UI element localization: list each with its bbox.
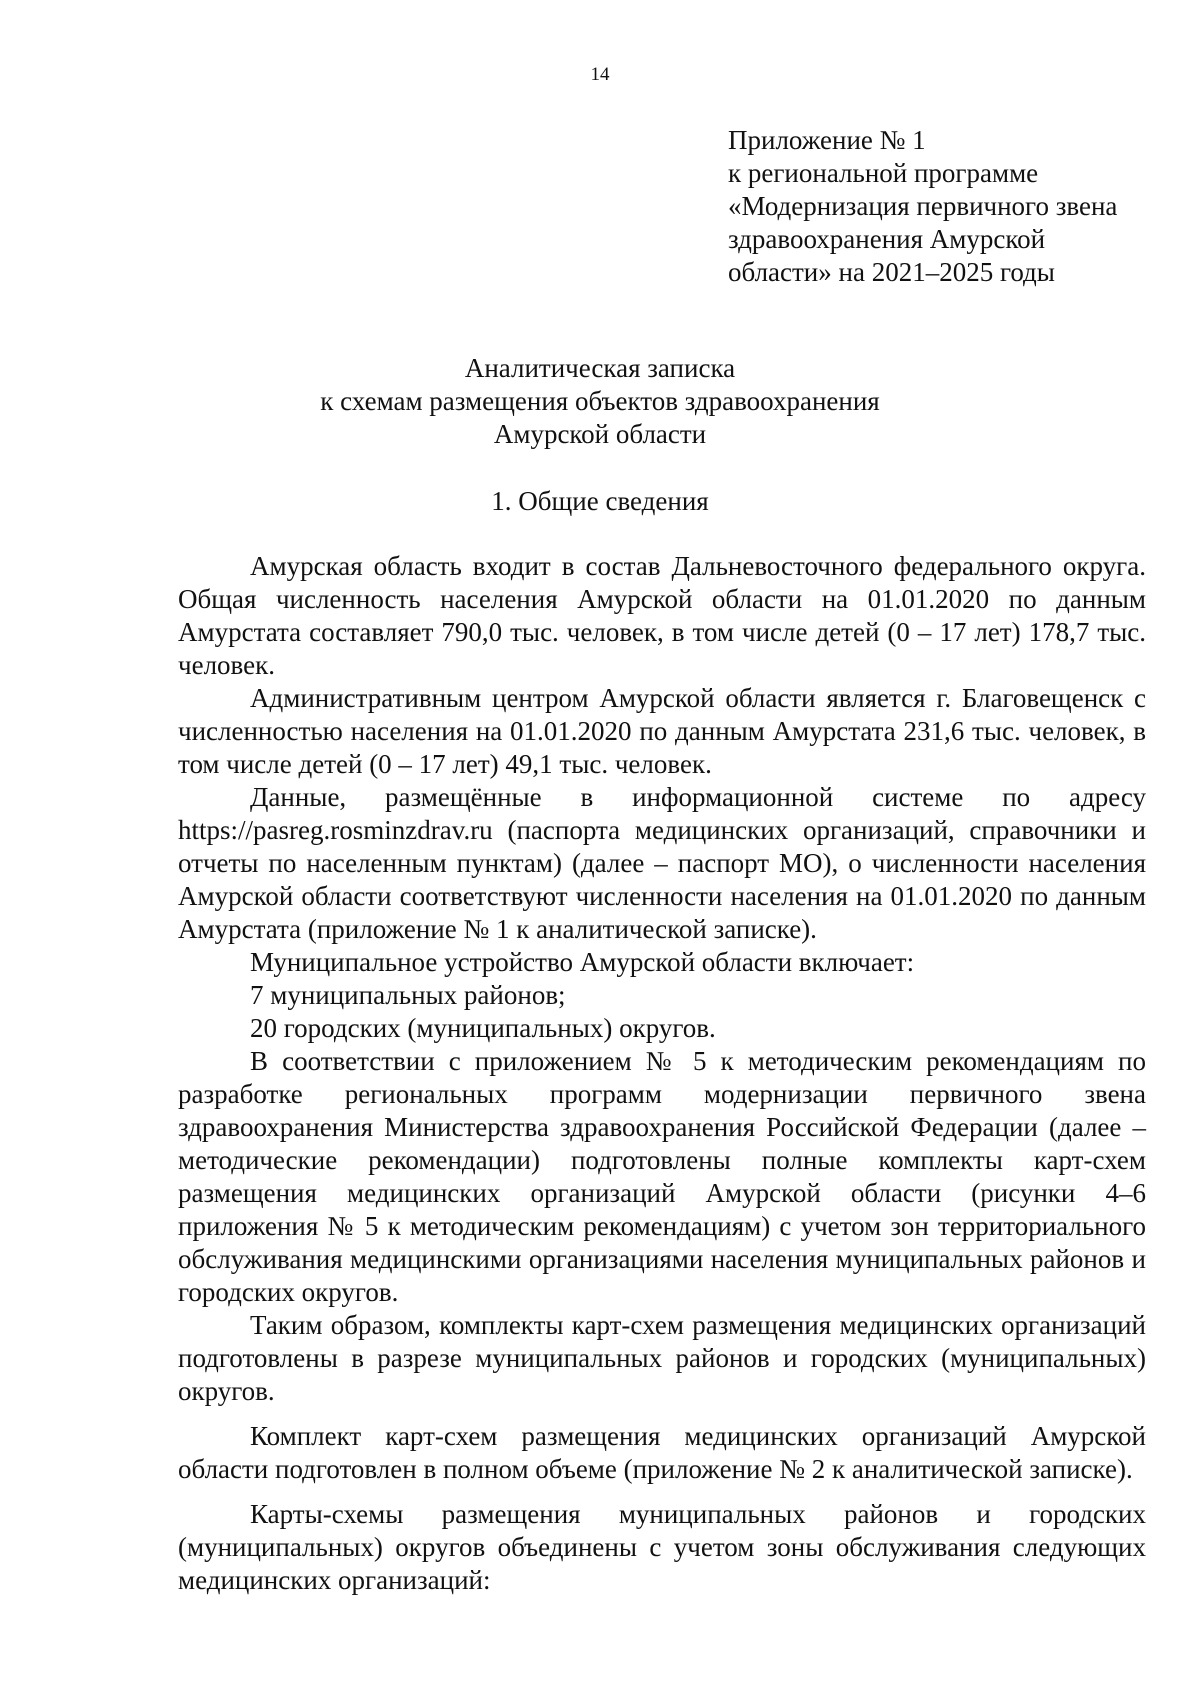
- paragraph: Карты-схемы размещения муниципальных районов и городских (муниципальных) округов объединены с учетом зоны обслуживания следующих медицинских организаций:: [178, 1499, 1146, 1595]
- paragraph: Административным центром Амурской области является г. Благовещенск с численностью населения на 01.01.2020 по данным Амурстата 231,6 тыс. человек, в том числе детей (0 – 17 лет) 49,1 тыс. человек.: [178, 683, 1146, 779]
- paragraph: 7 муниципальных районов;: [250, 980, 566, 1010]
- appendix-line: здравоохранения Амурской: [728, 224, 1046, 254]
- appendix-header: [728, 124, 1168, 289]
- paragraph: Амурская область входит в состав Дальневосточного федерального округа. Общая численность населения Амурской области на 01.01.2020 по данным Амурстата составляет 790,0 тыс. человек, в том числе детей (0 – 17 лет) 178,7 тыс. человек.: [178, 551, 1146, 680]
- appendix-line: области» на 2021–2025 годы: [728, 257, 1055, 287]
- paragraph: В соответствии с приложением № 5 к методическим рекомендациям по разработке региональных программ модернизации первичного звена здравоохранения Министерства здравоохранения Российской Федерации (далее – методические рекомендации) подготовлены полные комплекты карт-схем размещения медицинских организаций Амурской области (рисунки 4–6 приложения № 5 к методическим рекомендациям) с учетом зон территориального обслуживания медицинскими организациями населения муниципальных районов и городских округов.: [178, 1046, 1146, 1307]
- title-line: Амурской области: [493, 419, 707, 449]
- title-line: к схемам размещения объектов здравоохранения: [320, 386, 880, 416]
- section-heading: 1. Общие сведения: [491, 486, 709, 516]
- paragraph: Данные, размещённые в информационной системе по адресу https://pasreg.rosminzdrav.ru (паспорта медицинских организаций, справочники и отчеты по населенным пунктам) (далее – паспорт МО), о численности населения Амурской области соответствуют численности населения на 01.01.2020 по данным Амурстата (приложение № 1 к аналитической записке).: [178, 782, 1146, 944]
- paragraph: Муниципальное устройство Амурской области включает:: [250, 947, 915, 977]
- paragraph: Таким образом, комплекты карт-схем размещения медицинских организаций подготовлены в разрезе муниципальных районов и городских (муниципальных) округов.: [178, 1310, 1146, 1406]
- title-line: Аналитическая записка: [464, 353, 736, 383]
- document-title: [0, 352, 1200, 451]
- appendix-line: к региональной программе: [728, 158, 1039, 188]
- appendix-line: Приложение № 1: [728, 125, 926, 155]
- appendix-line: «Модернизация первичного звена: [728, 191, 1118, 221]
- paragraph: Комплект карт-схем размещения медицинских организаций Амурской области подготовлен в полном объеме (приложение № 2 к аналитической записке).: [178, 1421, 1146, 1484]
- page-number: 14: [590, 64, 610, 85]
- document-body: [178, 550, 1146, 1597]
- paragraph: 20 городских (муниципальных) округов.: [250, 1013, 716, 1043]
